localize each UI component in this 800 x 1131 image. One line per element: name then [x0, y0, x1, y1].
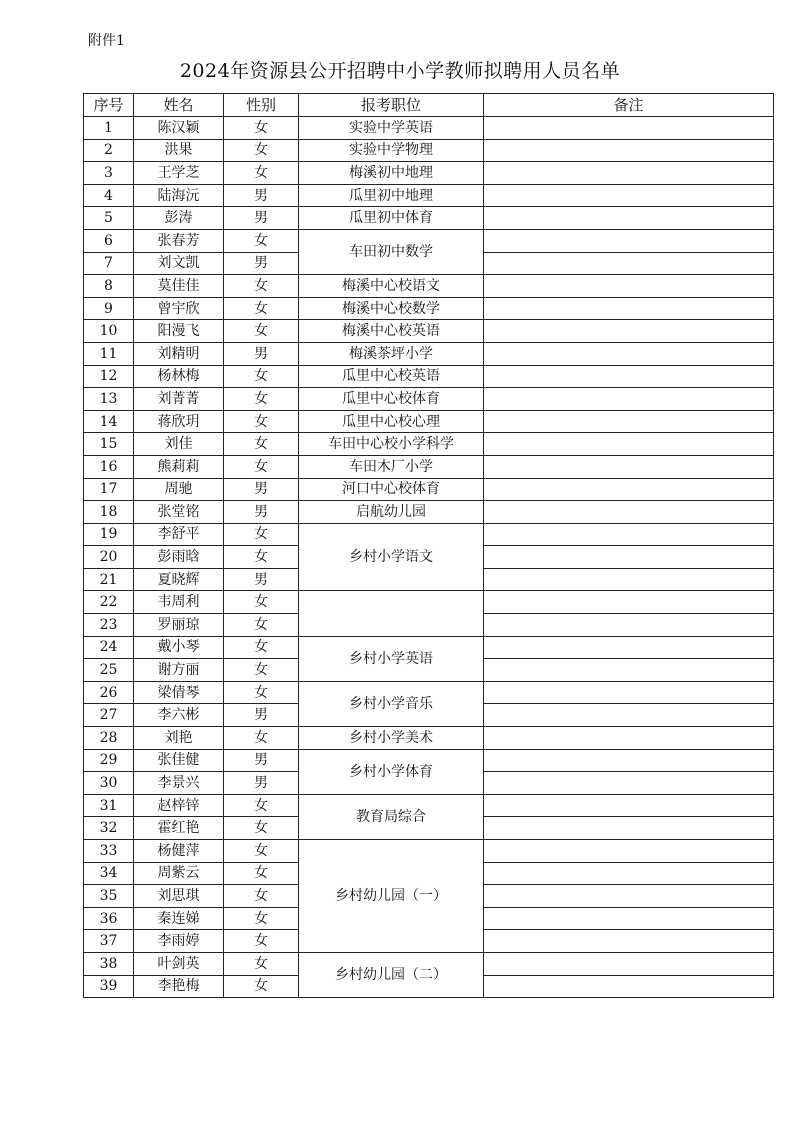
row-name: 周紫云 [134, 862, 224, 885]
row-position: 启航幼儿园 [299, 501, 484, 524]
row-gender: 男 [224, 501, 299, 524]
row-name: 杨健萍 [134, 840, 224, 863]
row-gender: 女 [224, 930, 299, 953]
row-position: 梅溪中心校语文 [299, 275, 484, 298]
table-row [84, 749, 774, 772]
row-name: 刘艳 [134, 727, 224, 750]
row-name: 周驰 [134, 478, 224, 501]
row-note [484, 410, 774, 433]
row-position: 瓜里中心校心理 [299, 410, 484, 433]
header-name: 姓名 [134, 94, 224, 117]
table-header-row [84, 94, 774, 117]
row-name: 张堂铭 [134, 501, 224, 524]
row-number: 21 [84, 568, 134, 591]
row-number: 36 [84, 907, 134, 930]
row-position: 梅溪初中地理 [299, 162, 484, 185]
row-gender: 女 [224, 636, 299, 659]
row-note [484, 749, 774, 772]
row-number: 1 [84, 117, 134, 140]
row-position: 梅溪中心校数学 [299, 297, 484, 320]
row-gender: 女 [224, 840, 299, 863]
table-body [84, 117, 774, 998]
row-name: 霍红艳 [134, 817, 224, 840]
row-name: 刘菁菁 [134, 388, 224, 411]
row-name: 李景兴 [134, 772, 224, 795]
row-position: 河口中心校体育 [299, 478, 484, 501]
table-row [84, 275, 774, 298]
row-note [484, 252, 774, 275]
table-row [84, 365, 774, 388]
row-gender: 女 [224, 907, 299, 930]
row-position: 乡村小学语文 [299, 523, 484, 591]
row-name: 张佳健 [134, 749, 224, 772]
row-number: 3 [84, 162, 134, 185]
row-number: 26 [84, 681, 134, 704]
row-number: 8 [84, 275, 134, 298]
row-number: 11 [84, 342, 134, 365]
row-name: 杨林梅 [134, 365, 224, 388]
row-name: 李艳梅 [134, 975, 224, 998]
row-position [299, 591, 484, 636]
row-gender: 女 [224, 794, 299, 817]
row-note [484, 365, 774, 388]
table-row [84, 297, 774, 320]
row-gender: 女 [224, 817, 299, 840]
table-row [84, 184, 774, 207]
table-row [84, 139, 774, 162]
row-gender: 男 [224, 704, 299, 727]
row-name: 彭雨晗 [134, 546, 224, 569]
row-number: 18 [84, 501, 134, 524]
row-number: 29 [84, 749, 134, 772]
row-name: 刘精明 [134, 342, 224, 365]
table-row [84, 433, 774, 456]
table-row [84, 342, 774, 365]
row-name: 罗丽琼 [134, 614, 224, 637]
header-gender: 性别 [224, 94, 299, 117]
row-name: 莫佳佳 [134, 275, 224, 298]
table-row [84, 117, 774, 140]
row-gender: 女 [224, 455, 299, 478]
row-number: 14 [84, 410, 134, 433]
row-gender: 女 [224, 885, 299, 908]
row-gender: 男 [224, 478, 299, 501]
row-note [484, 546, 774, 569]
row-name: 李六彬 [134, 704, 224, 727]
row-note [484, 794, 774, 817]
row-gender: 男 [224, 184, 299, 207]
row-number: 34 [84, 862, 134, 885]
row-position: 乡村小学美术 [299, 727, 484, 750]
row-gender: 女 [224, 546, 299, 569]
table-row [84, 727, 774, 750]
row-gender: 男 [224, 252, 299, 275]
row-gender: 女 [224, 681, 299, 704]
row-gender: 女 [224, 523, 299, 546]
row-number: 7 [84, 252, 134, 275]
row-gender: 女 [224, 727, 299, 750]
row-gender: 女 [224, 591, 299, 614]
row-name: 刘思琪 [134, 885, 224, 908]
header-note: 备注 [484, 94, 774, 117]
row-gender: 女 [224, 320, 299, 343]
row-name: 刘文凯 [134, 252, 224, 275]
row-gender: 男 [224, 772, 299, 795]
row-position: 瓜里初中体育 [299, 207, 484, 230]
row-name: 蒋欣玥 [134, 410, 224, 433]
table-row [84, 410, 774, 433]
table-row [84, 840, 774, 863]
row-gender: 女 [224, 659, 299, 682]
row-number: 4 [84, 184, 134, 207]
row-position: 梅溪中心校英语 [299, 320, 484, 343]
header-position: 报考职位 [299, 94, 484, 117]
row-position: 实验中学英语 [299, 117, 484, 140]
row-position: 乡村幼儿园（一） [299, 840, 484, 953]
table-row [84, 388, 774, 411]
row-name: 李舒平 [134, 523, 224, 546]
header-no: 序号 [84, 94, 134, 117]
row-name: 陆海沅 [134, 184, 224, 207]
row-note [484, 885, 774, 908]
row-note [484, 433, 774, 456]
row-gender: 女 [224, 162, 299, 185]
row-gender: 女 [224, 388, 299, 411]
row-note [484, 862, 774, 885]
row-gender: 男 [224, 342, 299, 365]
row-note [484, 817, 774, 840]
row-number: 10 [84, 320, 134, 343]
row-gender: 女 [224, 614, 299, 637]
row-number: 31 [84, 794, 134, 817]
row-number: 13 [84, 388, 134, 411]
document-title: 2024年资源县公开招聘中小学教师拟聘用人员名单 [179, 60, 621, 82]
row-note [484, 184, 774, 207]
table-row [84, 455, 774, 478]
hiring-list-table [83, 93, 774, 998]
row-name: 戴小琴 [134, 636, 224, 659]
row-position: 实验中学物理 [299, 139, 484, 162]
row-number: 20 [84, 546, 134, 569]
row-number: 24 [84, 636, 134, 659]
row-gender: 女 [224, 275, 299, 298]
row-number: 30 [84, 772, 134, 795]
table-row [84, 591, 774, 614]
table-row [84, 681, 774, 704]
row-name: 秦连娣 [134, 907, 224, 930]
row-note [484, 840, 774, 863]
row-number: 35 [84, 885, 134, 908]
row-note [484, 139, 774, 162]
row-note [484, 681, 774, 704]
row-note [484, 704, 774, 727]
row-name: 韦周利 [134, 591, 224, 614]
row-note [484, 907, 774, 930]
row-note [484, 207, 774, 230]
row-gender: 女 [224, 410, 299, 433]
row-name: 李雨婷 [134, 930, 224, 953]
row-note [484, 952, 774, 975]
row-position: 车田初中数学 [299, 229, 484, 274]
row-gender: 男 [224, 749, 299, 772]
table-row [84, 478, 774, 501]
row-number: 16 [84, 455, 134, 478]
row-position: 乡村幼儿园（二） [299, 952, 484, 997]
row-note [484, 727, 774, 750]
row-note [484, 772, 774, 795]
row-name: 张春芳 [134, 229, 224, 252]
row-gender: 女 [224, 297, 299, 320]
row-position: 教育局综合 [299, 794, 484, 839]
row-note [484, 614, 774, 637]
table-row [84, 523, 774, 546]
table-row [84, 207, 774, 230]
row-note [484, 117, 774, 140]
row-number: 17 [84, 478, 134, 501]
row-name: 陈汉颖 [134, 117, 224, 140]
row-gender: 女 [224, 952, 299, 975]
row-number: 38 [84, 952, 134, 975]
row-gender: 女 [224, 139, 299, 162]
row-note [484, 636, 774, 659]
row-note [484, 930, 774, 953]
row-position: 乡村小学英语 [299, 636, 484, 681]
row-number: 27 [84, 704, 134, 727]
row-position: 瓜里中心校英语 [299, 365, 484, 388]
row-gender: 女 [224, 365, 299, 388]
row-number: 33 [84, 840, 134, 863]
row-position: 车田木厂小学 [299, 455, 484, 478]
row-name: 洪果 [134, 139, 224, 162]
row-number: 25 [84, 659, 134, 682]
row-position: 车田中心校小学科学 [299, 433, 484, 456]
row-note [484, 523, 774, 546]
table-row [84, 952, 774, 975]
row-gender: 女 [224, 433, 299, 456]
row-number: 9 [84, 297, 134, 320]
row-name: 彭涛 [134, 207, 224, 230]
row-number: 6 [84, 229, 134, 252]
row-name: 熊莉莉 [134, 455, 224, 478]
row-name: 夏晓辉 [134, 568, 224, 591]
row-number: 22 [84, 591, 134, 614]
row-number: 28 [84, 727, 134, 750]
row-note [484, 229, 774, 252]
row-number: 5 [84, 207, 134, 230]
table-row [84, 636, 774, 659]
row-position: 乡村小学音乐 [299, 681, 484, 726]
row-gender: 女 [224, 229, 299, 252]
row-position: 梅溪茶坪小学 [299, 342, 484, 365]
row-name: 王学芝 [134, 162, 224, 185]
row-name: 梁倩琴 [134, 681, 224, 704]
row-note [484, 342, 774, 365]
row-name: 赵梓锌 [134, 794, 224, 817]
row-note [484, 162, 774, 185]
row-gender: 女 [224, 117, 299, 140]
row-number: 32 [84, 817, 134, 840]
row-note [484, 455, 774, 478]
attachment-label: 附件1 [88, 33, 125, 49]
row-note [484, 275, 774, 298]
row-position: 乡村小学体育 [299, 749, 484, 794]
row-name: 叶剑英 [134, 952, 224, 975]
row-note [484, 297, 774, 320]
table-row [84, 162, 774, 185]
row-note [484, 568, 774, 591]
row-note [484, 591, 774, 614]
table-row [84, 320, 774, 343]
row-number: 12 [84, 365, 134, 388]
row-note [484, 320, 774, 343]
row-number: 2 [84, 139, 134, 162]
row-number: 19 [84, 523, 134, 546]
row-name: 曾宇欣 [134, 297, 224, 320]
row-note [484, 478, 774, 501]
row-gender: 男 [224, 568, 299, 591]
row-position: 瓜里初中地理 [299, 184, 484, 207]
row-position: 瓜里中心校体育 [299, 388, 484, 411]
row-note [484, 659, 774, 682]
table-row [84, 229, 774, 252]
table-row [84, 794, 774, 817]
row-number: 23 [84, 614, 134, 637]
table-row [84, 501, 774, 524]
row-number: 37 [84, 930, 134, 953]
row-name: 谢方丽 [134, 659, 224, 682]
row-name: 刘佳 [134, 433, 224, 456]
row-gender: 女 [224, 862, 299, 885]
row-note [484, 975, 774, 998]
row-note [484, 501, 774, 524]
row-name: 阳漫飞 [134, 320, 224, 343]
row-gender: 女 [224, 975, 299, 998]
row-number: 15 [84, 433, 134, 456]
row-number: 39 [84, 975, 134, 998]
row-gender: 男 [224, 207, 299, 230]
row-note [484, 388, 774, 411]
